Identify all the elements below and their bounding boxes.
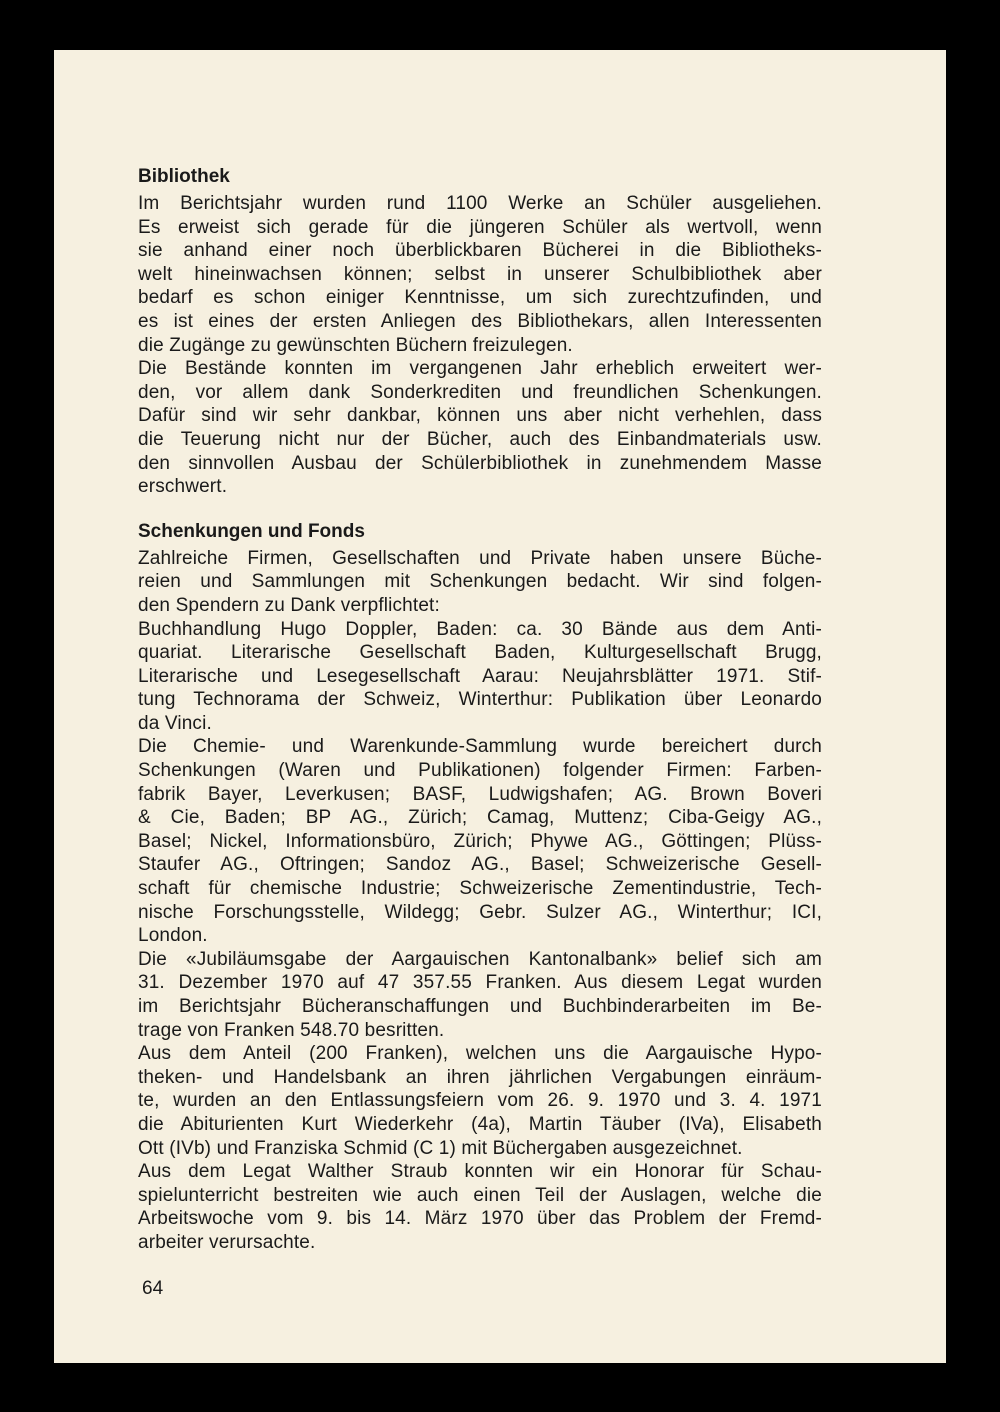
text-line: es ist eines der ersten Anliegen des Bibliothekars, allen Interessenten <box>138 310 822 332</box>
text-line: die Teuerung nicht nur der Bücher, auch des Einbandmaterials usw. <box>138 428 822 450</box>
text-line: spielunterricht bestreiten wie auch einen Teil der Auslagen, welche die <box>138 1184 822 1206</box>
text-line: Zahlreiche Firmen, Gesellschaften und Private haben unsere Büche- <box>138 547 822 569</box>
document-body <box>138 164 822 1255</box>
text-line: die Zugänge zu gewünschten Büchern freizulegen. <box>138 334 573 356</box>
text-line: den Spendern zu Dank verpflichtet: <box>138 594 440 616</box>
text-line: tung Technorama der Schweiz, Winterthur: Publikation über Leonardo <box>138 689 822 711</box>
text-line: Schenkungen (Waren und Publikationen) folgender Firmen: Farben- <box>138 760 822 782</box>
text-line: welt hineinwachsen können; selbst in unserer Schulbibliothek aber <box>138 263 822 285</box>
paragraph <box>138 547 822 618</box>
text-line: bedarf es schon einiger Kenntnisse, um sich zurechtzufinden, und <box>138 287 822 309</box>
text-line: Aus dem Legat Walther Straub konnten wir ein Honorar für Schau- <box>138 1161 822 1183</box>
text-line: Basel; Nickel, Informationsbüro, Zürich; Phywe AG., Göttingen; Plüss- <box>138 830 822 852</box>
text-line: Arbeitswoche vom 9. bis 14. März 1970 über das Problem der Fremd- <box>138 1208 822 1230</box>
text-line: da Vinci. <box>138 712 212 734</box>
text-line: Staufer AG., Oftringen; Sandoz AG., Basel; Schweizerische Gesell- <box>138 854 822 876</box>
text-line: nische Forschungsstelle, Wildegg; Gebr. Sulzer AG., Winterthur; ICI, <box>138 901 822 923</box>
text-line: schaft für chemische Industrie; Schweizerische Zementindustrie, Tech- <box>138 878 822 900</box>
paragraph <box>138 618 822 736</box>
section-spacer <box>138 499 822 519</box>
text-line: Im Berichtsjahr wurden rund 1100 Werke an Schüler ausgeliehen. <box>138 193 822 214</box>
paragraph <box>138 1160 822 1254</box>
text-line: quariat. Literarische Gesellschaft Baden, Kulturgesellschaft Brugg, <box>138 642 822 664</box>
text-line: theken- und Handelsbank an ihren jährlichen Vergabungen einräum- <box>138 1066 822 1088</box>
paragraph <box>138 735 822 947</box>
text-line: Ott (IVb) und Franziska Schmid (C 1) mit Büchergaben ausgezeichnet. <box>138 1137 743 1159</box>
paragraph <box>138 948 822 1042</box>
text-line: & Cie, Baden; BP AG., Zürich; Camag, Muttenz; Ciba-Geigy AG., <box>138 807 822 829</box>
section <box>138 519 822 1255</box>
text-line: 31. Dezember 1970 auf 47 357.55 Franken. Aus diesem Legat wurden <box>138 972 822 994</box>
paragraph <box>138 192 822 357</box>
text-line: Dafür sind wir sehr dankbar, können uns aber nicht verhehlen, dass <box>138 405 822 427</box>
text-line: Aus dem Anteil (200 Franken), welchen uns die Aargauische Hypo- <box>138 1043 822 1065</box>
page-number: 64 <box>142 1278 164 1299</box>
text-line: fabrik Bayer, Leverkusen; BASF, Ludwigshafen; AG. Brown Boveri <box>138 783 822 805</box>
text-line: arbeiter verursachte. <box>138 1231 316 1253</box>
text-line: die Abiturienten Kurt Wiederkehr (4a), Martin Täuber (IVa), Elisabeth <box>138 1113 822 1135</box>
section-heading: Schenkungen und Fonds <box>138 520 365 542</box>
paragraph <box>138 357 822 499</box>
text-line: im Berichtsjahr Bücheranschaffungen und Buchbinderarbeiten im Be- <box>138 996 822 1017</box>
document-page <box>54 50 946 1363</box>
text-line: Es erweist sich gerade für die jüngeren Schüler als wertvoll, wenn <box>138 216 822 238</box>
text-line: trage von Franken 548.70 besritten. <box>138 1019 445 1041</box>
text-line: erschwert. <box>138 476 228 498</box>
text-line: London. <box>138 925 208 947</box>
text-line: Die Chemie- und Warenkunde-Sammlung wurde bereichert durch <box>138 736 822 758</box>
section-heading: Bibliothek <box>138 166 230 187</box>
text-line: Literarische und Lesegesellschaft Aarau: Neujahrsblätter 1971. Stif- <box>138 665 822 687</box>
text-line: Buchhandlung Hugo Doppler, Baden: ca. 30 Bände aus dem Anti- <box>138 618 822 640</box>
section <box>138 164 822 499</box>
text-line: den sinnvollen Ausbau der Schülerbibliothek in zunehmendem Masse <box>138 452 822 474</box>
text-line: Die Bestände konnten im vergangenen Jahr erheblich erweitert wer- <box>138 358 822 380</box>
text-line: reien und Sammlungen mit Schenkungen bedacht. Wir sind folgen- <box>138 571 822 593</box>
text-line: Die «Jubiläumsgabe der Aargauischen Kantonalbank» belief sich am <box>138 948 822 970</box>
text-line: sie anhand einer noch überblickbaren Bücherei in die Bibliotheks- <box>138 240 822 262</box>
paragraph <box>138 1042 822 1160</box>
text-line: den, vor allem dank Sonderkrediten und freundlichen Schenkungen. <box>138 381 822 403</box>
text-line: te, wurden an den Entlassungsfeiern vom 26. 9. 1970 und 3. 4. 1971 <box>138 1090 822 1112</box>
